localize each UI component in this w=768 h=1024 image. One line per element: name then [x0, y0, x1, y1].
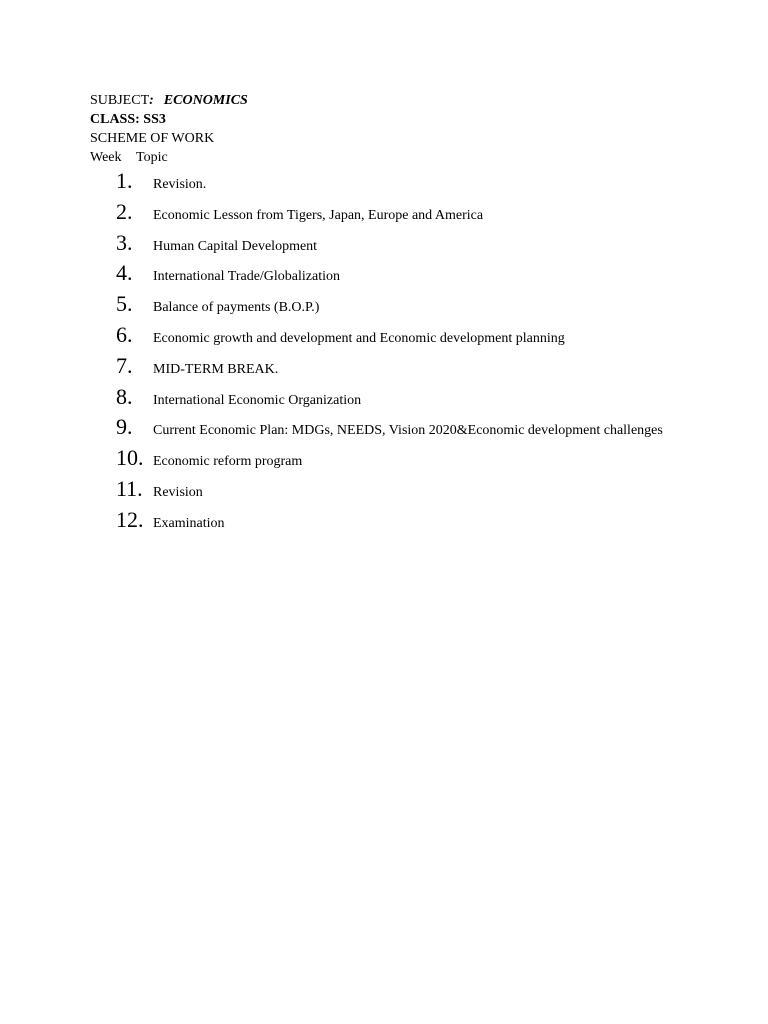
column-header: [90, 148, 730, 167]
topic-text: Revision: [153, 484, 203, 500]
topic-text: International Economic Organization: [153, 392, 362, 408]
topic-number: 1.: [116, 168, 133, 193]
topic-label: Topic: [136, 150, 168, 165]
subject-label: SUBJECT: [90, 93, 150, 108]
topic-item: [90, 446, 730, 477]
topic-text: Current Economic Plan: MDGs, NEEDS, Vision 2020&Economic development challenges: [153, 423, 663, 439]
subject-colon: :: [149, 93, 154, 108]
topic-item: [90, 323, 730, 354]
topic-item: [90, 415, 730, 446]
topic-text: Economic Lesson from Tigers, Japan, Europe and America: [153, 207, 484, 223]
topic-item: [90, 169, 730, 200]
document-page: [90, 91, 730, 539]
topic-number: 12.: [116, 506, 144, 532]
topic-item: [90, 477, 730, 508]
topic-item: [90, 261, 730, 292]
week-label: Week: [90, 150, 122, 165]
scheme-title: SCHEME OF WORK: [90, 131, 215, 146]
topic-number: 4.: [116, 260, 133, 286]
topic-number: 2.: [116, 198, 133, 224]
topic-text: Balance of payments (B.O.P.): [153, 300, 320, 316]
topic-item: [90, 231, 730, 262]
topic-number: 5.: [116, 291, 133, 317]
topic-text: International Trade/Globalization: [153, 269, 341, 285]
topic-number: 10.: [116, 445, 144, 471]
topic-item: [90, 200, 730, 231]
topic-text: Revision.: [153, 177, 207, 192]
topic-text: Economic growth and development and Economic development planning: [153, 330, 565, 346]
topic-text: Examination: [153, 515, 225, 531]
topic-number: 11.: [116, 475, 143, 501]
subject-value: ECONOMICS: [163, 93, 248, 108]
topic-number: 3.: [116, 229, 133, 255]
topic-number: 6.: [116, 321, 133, 347]
topic-number: 9.: [116, 414, 133, 440]
subject-line: [90, 91, 730, 110]
topic-text: MID-TERM BREAK.: [153, 361, 279, 377]
topic-text: Economic reform program: [153, 454, 303, 470]
topic-item: [90, 385, 730, 416]
topic-number: 8.: [116, 383, 133, 409]
topic-item: [90, 292, 730, 323]
topic-item: [90, 508, 730, 539]
topic-item: [90, 354, 730, 385]
topic-text: Human Capital Development: [153, 238, 318, 254]
topic-number: 7.: [116, 352, 133, 378]
class-line: CLASS: SS3: [90, 112, 166, 127]
topic-list: [90, 169, 730, 539]
